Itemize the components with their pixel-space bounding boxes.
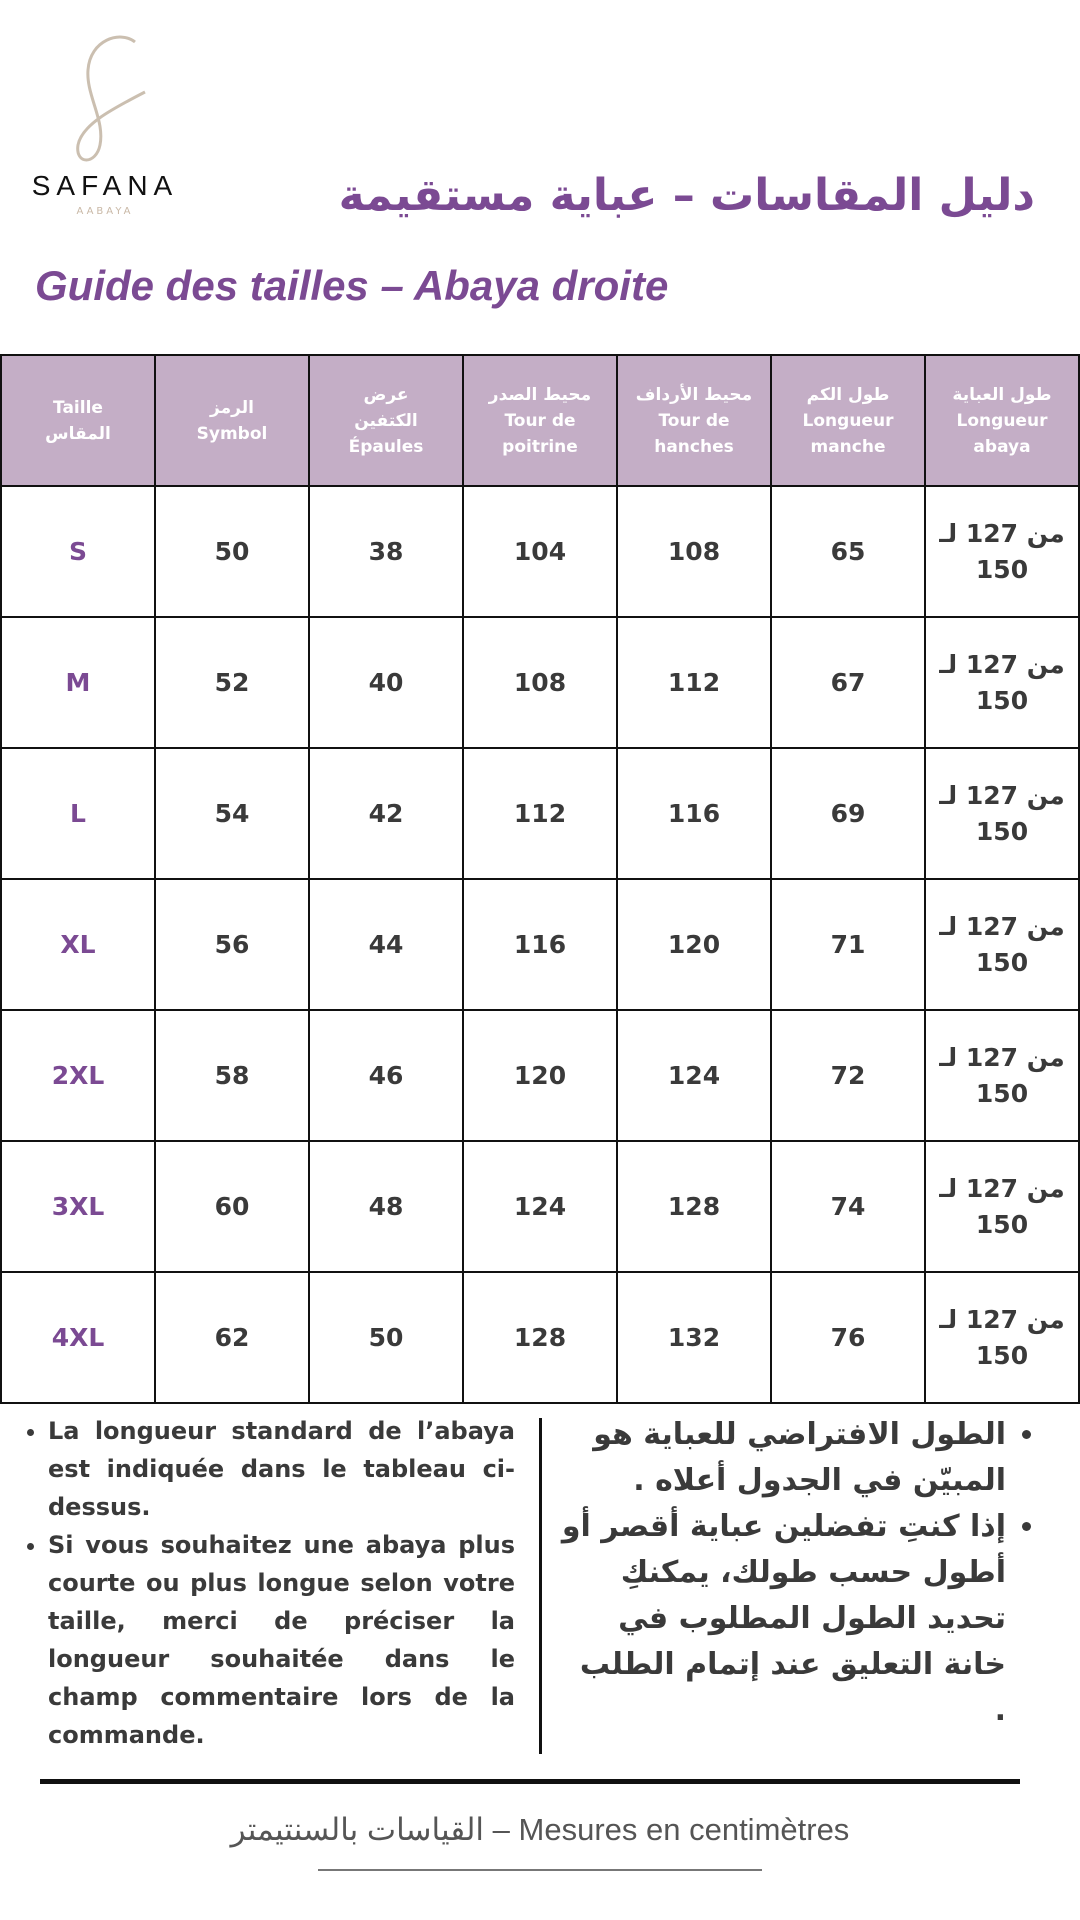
note-item: • إذا كنتِ تفضلين عباية أقصر أو أطول حسب طولك، يمكنكِ تحديد الطول المطلوب في خانة التعليق عند إتمام الطلب . [560,1504,1006,1734]
size-table [0,354,1080,1404]
cell-hips: 124 [617,1010,771,1141]
header-line: Symbol [196,423,268,444]
cell-size: XL [1,879,155,1010]
header-line: الرمز [210,397,254,418]
cell-length [925,1272,1079,1403]
header-line: طول الكم [806,384,890,405]
length-line: 150 [975,947,1029,977]
cell-symbol: 62 [155,1272,309,1403]
column-header [309,355,463,486]
cell-length [925,748,1079,879]
cell-size: M [1,617,155,748]
table-row [1,1010,1079,1141]
header-line: عرض [363,384,409,405]
cell-sleeve: 76 [771,1272,925,1403]
table-row [1,617,1079,748]
table-row [1,1141,1079,1272]
cell-chest: 108 [463,617,617,748]
cell-length [925,879,1079,1010]
note-item: • الطول الافتراضي للعباية هو المبيّن في الجدول أعلاه . [560,1412,1006,1504]
cell-sleeve: 71 [771,879,925,1010]
header-line: poitrine [502,436,578,457]
length-line: من 127 لـ [939,1042,1065,1072]
header-line: Longueur [956,410,1048,431]
cell-length [925,1010,1079,1141]
table-row [1,748,1079,879]
cell-sleeve: 67 [771,617,925,748]
table-row [1,486,1079,617]
header-line: Épaules [348,436,424,457]
column-header [463,355,617,486]
cell-shoulders: 46 [309,1010,463,1141]
header-line: محيط الأرداف [635,384,753,405]
note-item: • Si vous souhaitez une abaya plus courte ou plus longue selon votre taille, merci de préciser la longueur souhaitée dans le champ commentaire lors de la commande. [48,1526,515,1754]
header-line: Tour de [504,410,576,431]
header-line: manche [810,436,886,457]
length-line: من 127 لـ [939,1173,1065,1203]
note-item: • La longueur standard de l’abaya est indiquée dans le tableau ci-dessus. [48,1412,515,1526]
cell-symbol: 50 [155,486,309,617]
length-line: من 127 لـ [939,780,1065,810]
cell-symbol: 56 [155,879,309,1010]
length-line: من 127 لـ [939,911,1065,941]
cell-sleeve: 65 [771,486,925,617]
cell-shoulders: 42 [309,748,463,879]
cell-shoulders: 50 [309,1272,463,1403]
cell-symbol: 58 [155,1010,309,1141]
cell-sleeve: 69 [771,748,925,879]
length-line: 150 [975,554,1029,584]
column-header [155,355,309,486]
cell-hips: 112 [617,617,771,748]
cell-size: 4XL [1,1272,155,1403]
length-line: 150 [975,1078,1029,1108]
monogram-icon [50,30,160,170]
cell-chest: 124 [463,1141,617,1272]
length-line: من 127 لـ [939,649,1065,679]
column-header [925,355,1079,486]
cell-hips: 128 [617,1141,771,1272]
units-footer: القياسات بالسنتيمتر – Mesures en centimètres [230,1812,850,1847]
title-french: Guide des tailles – Abaya droite [35,262,669,309]
cell-length [925,617,1079,748]
length-line: من 127 لـ [939,518,1065,548]
cell-symbol: 54 [155,748,309,879]
cell-shoulders: 40 [309,617,463,748]
notes-french [20,1412,515,1754]
cell-hips: 120 [617,879,771,1010]
header-line: Tour de [658,410,730,431]
cell-shoulders: 48 [309,1141,463,1272]
cell-size: 3XL [1,1141,155,1272]
header-line: Taille [53,397,103,418]
brand-subtitle: AABAYA [76,206,134,217]
cell-hips: 116 [617,748,771,879]
column-header [1,355,155,486]
header-line: المقاس [45,423,111,444]
title-arabic: دليل المقاسات – عباية مستقيمة [338,170,1035,221]
cell-hips: 132 [617,1272,771,1403]
cell-chest: 120 [463,1010,617,1141]
cell-sleeve: 72 [771,1010,925,1141]
column-header [617,355,771,486]
notes-arabic [560,1412,1040,1734]
length-line: من 127 لـ [939,1304,1065,1334]
cell-chest: 128 [463,1272,617,1403]
divider [40,1779,1020,1784]
cell-size: S [1,486,155,617]
header-line: Longueur [802,410,894,431]
brand-logo [20,30,190,220]
cell-length [925,1141,1079,1272]
cell-length [925,486,1079,617]
table-row [1,879,1079,1010]
length-line: 150 [975,816,1029,846]
header-line: hanches [654,436,734,457]
table-row [1,1272,1079,1403]
column-header [771,355,925,486]
cell-symbol: 52 [155,617,309,748]
cell-size: L [1,748,155,879]
brand-name: SAFANA [31,170,179,201]
cell-symbol: 60 [155,1141,309,1272]
cell-chest: 104 [463,486,617,617]
header-line: محيط الصدر [488,384,592,405]
header-line: abaya [973,436,1031,457]
notes-divider [539,1418,542,1754]
cell-chest: 116 [463,879,617,1010]
divider [318,1869,762,1871]
cell-sleeve: 74 [771,1141,925,1272]
length-line: 150 [975,1340,1029,1370]
length-line: 150 [975,685,1029,715]
cell-shoulders: 44 [309,879,463,1010]
cell-size: 2XL [1,1010,155,1141]
cell-hips: 108 [617,486,771,617]
length-line: 150 [975,1209,1029,1239]
cell-chest: 112 [463,748,617,879]
header-line: الكتفين [354,410,418,431]
header-line: طول العباية [952,384,1052,405]
cell-shoulders: 38 [309,486,463,617]
